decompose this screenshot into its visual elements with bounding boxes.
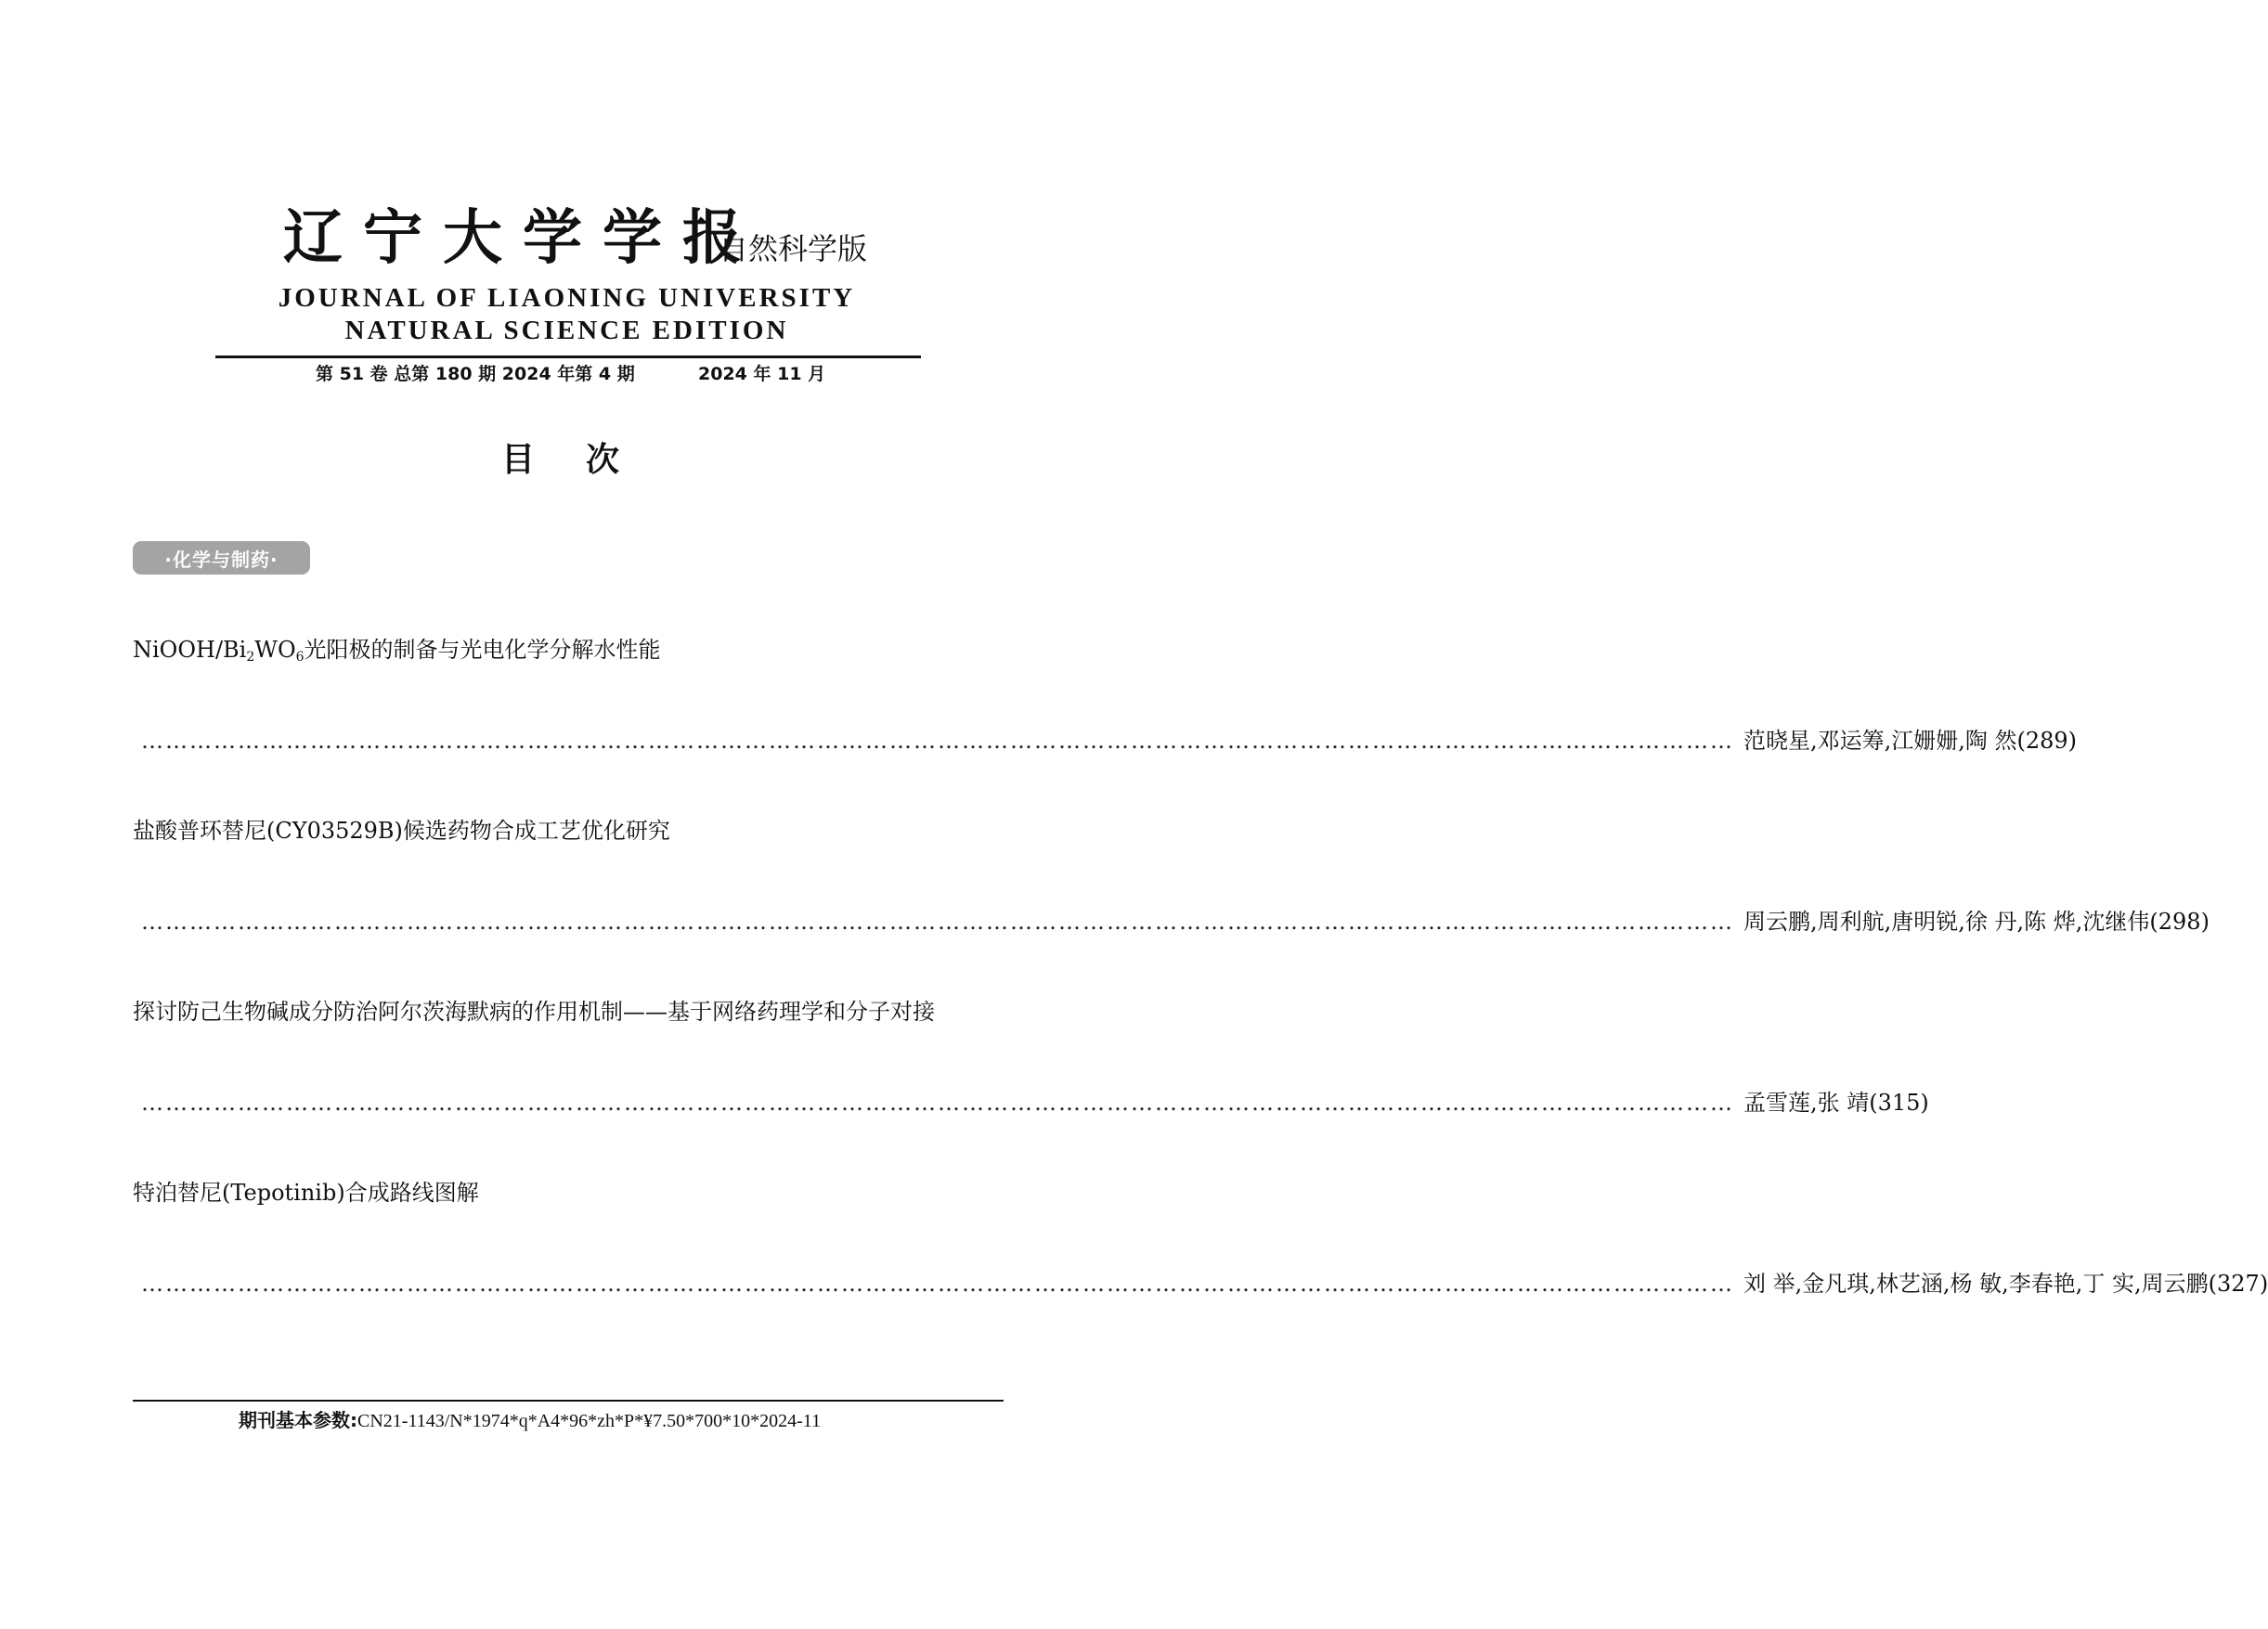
journal-parameters-value: CN21-1143/N*1974*q*A4*96*zh*P*¥7.50*700*10*2024-11 (357, 1411, 822, 1431)
issue-date: 2024 年 11 月 (698, 364, 826, 384)
header-divider (215, 356, 921, 358)
leader-dots: ……………………………………………………………………………………………………………………………………………………………………………… (141, 909, 1734, 935)
article-title-part: NiOOH/Bi (133, 637, 247, 663)
article-authors-line (141, 1271, 2268, 1297)
section-label: ·化学与制药· (164, 548, 279, 571)
journal-title-en-line2: NATURAL SCIENCE EDITION (344, 316, 789, 345)
leader-dots: ……………………………………………………………………………………………………………………………………………………………………………… (141, 1271, 1734, 1297)
journal-title-cn: 辽宁大学学报 (283, 203, 762, 273)
leader-dots: ……………………………………………………………………………………………………………………………………………………………………………… (141, 1090, 1734, 1116)
article-authors: 周云鹏,周利航,唐明锐,徐 丹,陈 烨,沈继伟(298) (1743, 909, 2210, 935)
leader-dots: ……………………………………………………………………………………………………………………………………………………………………………… (141, 728, 1734, 754)
article-authors-line (141, 1090, 1929, 1116)
journal-edition: 自然科学版 (719, 231, 868, 266)
article-title[interactable]: 探讨防己生物碱成分防治阿尔茨海默病的作用机制——基于网络药理学和分子对接 (133, 999, 935, 1025)
article-title-subscript: 2 (246, 650, 255, 665)
section-badge (133, 541, 310, 575)
article-title-part: WO (254, 637, 296, 663)
article-title[interactable]: 盐酸普环替尼(CY03529B)候选药物合成工艺优化研究 (133, 818, 670, 844)
article-title-part: 光阳极的制备与光电化学分解水性能 (304, 637, 661, 663)
journal-parameters (239, 1411, 821, 1430)
issue-info: 第 51 卷 总第 180 期 2024 年第 4 期 (316, 364, 635, 384)
article-authors: 刘 举,金凡琪,林艺涵,杨 敏,李春艳,丁 实,周云鹏(327) (1743, 1271, 2268, 1297)
article-authors-line (141, 728, 2078, 754)
article-title-subscript: 6 (295, 650, 305, 665)
journal-title-en-line1: JOURNAL OF LIAONING UNIVERSITY (278, 283, 856, 313)
article-authors: 孟雪莲,张 靖(315) (1743, 1090, 1929, 1116)
footer-divider (133, 1400, 1004, 1402)
article-authors-line (141, 909, 2210, 935)
article-authors: 范晓星,邓运筹,江姗姗,陶 然(289) (1743, 728, 2078, 754)
journal-parameters-label: 期刊基本参数: (239, 1409, 357, 1431)
article-title[interactable] (133, 637, 661, 665)
toc-heading: 目次 (501, 441, 671, 479)
article-title[interactable]: 特泊替尼(Tepotinib)合成路线图解 (133, 1180, 479, 1206)
